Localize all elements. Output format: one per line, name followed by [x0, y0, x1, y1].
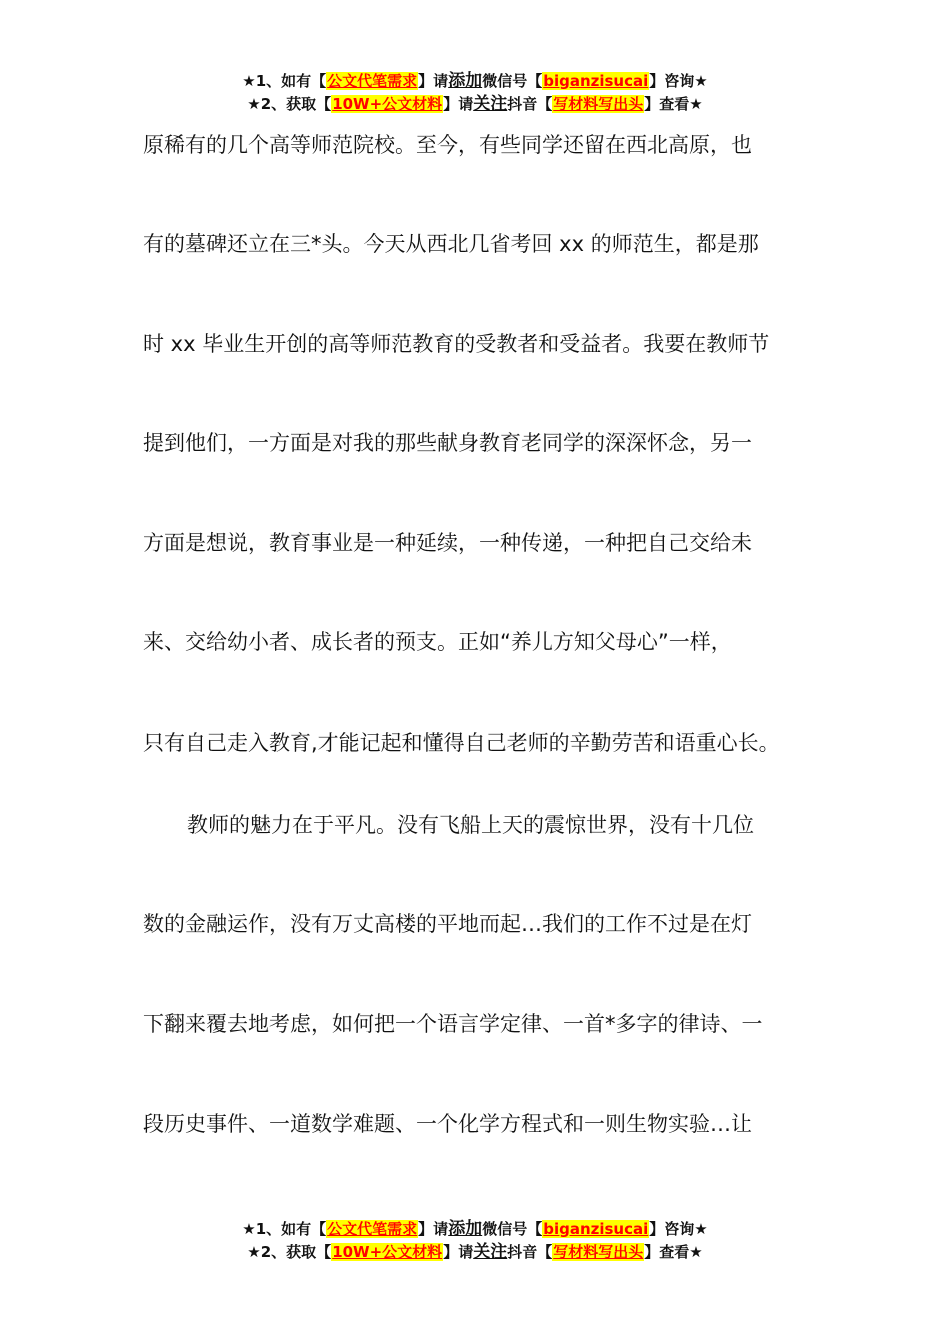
- banner-text: 】查看★: [644, 95, 703, 113]
- banner-text: 】查看★: [644, 1243, 703, 1261]
- banner-emphasis: 添加: [448, 71, 483, 91]
- body-line: 原稀有的几个高等师范院校。至今，有些同学还留在西北高原，也: [143, 133, 752, 157]
- banner-text: ★2、获取【: [247, 1243, 332, 1261]
- banner-row-1: [0, 1218, 950, 1241]
- banner-text: 】请: [443, 1243, 474, 1261]
- body-line: 段历史事件、一道数学难题、一个化学方程式和一则生物实验…让: [143, 1112, 752, 1136]
- banner-emphasis: 添加: [448, 1219, 483, 1239]
- paragraph-first-line: 教师的魅力在于平凡。没有飞船上天的震惊世界，没有十几位: [187, 813, 754, 837]
- banner-text: 】请: [443, 95, 474, 113]
- highlight-douyin-account: 写材料写出头: [553, 95, 644, 113]
- banner-text: 】请: [418, 72, 449, 90]
- bottom-banner: [0, 1218, 950, 1264]
- body-line: 来、交给幼小者、成长者的预支。正如“养儿方知父母心”一样，: [143, 630, 732, 654]
- highlight-materials: 10W+公文材料: [332, 1243, 443, 1261]
- body-line: 数的金融运作，没有万丈高楼的平地而起…我们的工作不过是在灯: [143, 912, 752, 936]
- banner-text: 】咨询★: [649, 1220, 708, 1238]
- highlight-wechat-id: biganzisucai: [543, 1220, 649, 1238]
- banner-text: ★2、获取【: [247, 95, 332, 113]
- banner-row-2: [0, 93, 950, 116]
- banner-text: 】咨询★: [649, 72, 708, 90]
- body-line: 时 xx 毕业生开创的高等师范教育的受教者和受益者。我要在教师节: [143, 332, 770, 356]
- body-line: 方面是想说，教育事业是一种延续，一种传递，一种把自己交给未: [143, 531, 752, 555]
- highlight-wechat-id: biganzisucai: [543, 72, 649, 90]
- banner-text: 微信号【: [482, 72, 543, 90]
- banner-row-1: [0, 70, 950, 93]
- banner-text: 抖音【: [507, 1243, 553, 1261]
- body-line: 有的墓碑还立在三*头。今天从西北几省考回 xx 的师范生，都是那: [143, 232, 759, 256]
- highlight-materials: 10W+公文材料: [332, 95, 443, 113]
- banner-row-2: [0, 1241, 950, 1264]
- body-line: 下翻来覆去地考虑，如何把一个语言学定律、一首*多字的律诗、一: [143, 1012, 763, 1036]
- banner-text: 抖音【: [507, 95, 553, 113]
- body-line: 只有自己走入教育,才能记起和懂得自己老师的辛勤劳苦和语重心长。: [143, 731, 780, 755]
- banner-emphasis: 关注: [473, 1242, 508, 1262]
- top-banner: [0, 70, 950, 116]
- banner-text: ★1、如有【: [242, 1220, 327, 1238]
- banner-emphasis: 关注: [473, 94, 508, 114]
- highlight-service: 公文代笔需求: [327, 72, 418, 90]
- highlight-service: 公文代笔需求: [327, 1220, 418, 1238]
- banner-text: ★1、如有【: [242, 72, 327, 90]
- highlight-douyin-account: 写材料写出头: [553, 1243, 644, 1261]
- body-line: 提到他们，一方面是对我的那些献身教育老同学的深深怀念，另一: [143, 431, 752, 455]
- banner-text: 】请: [418, 1220, 449, 1238]
- banner-text: 微信号【: [482, 1220, 543, 1238]
